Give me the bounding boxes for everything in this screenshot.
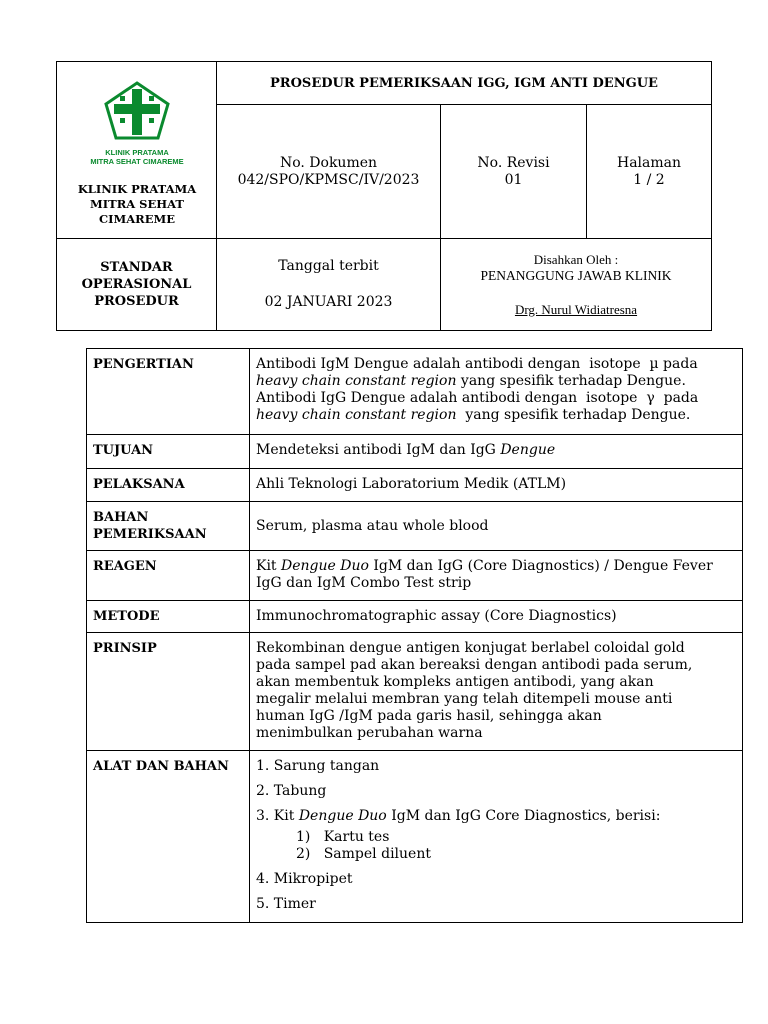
- issue-date: 02 JANUARI 2023: [264, 294, 393, 310]
- table-row: [87, 601, 743, 633]
- row-label-pengertian: PENGERTIAN: [87, 349, 250, 435]
- row-value-pelaksana: Ahli Teknologi Laboratorium Medik (ATLM): [250, 469, 743, 502]
- table-row: [87, 349, 743, 435]
- issue-date-cell: [217, 239, 440, 330]
- sop-title-cell: STANDAR OPERASIONAL PROSEDUR: [81, 260, 192, 309]
- page-label: Halaman: [616, 154, 682, 171]
- row-value-reagen: Kit Dengue Duo IgM dan IgG (Core Diagnostics) / Dengue Fever IgG dan IgM Combo Test strip: [250, 551, 743, 601]
- table-row: [87, 435, 743, 469]
- list-item: 3. Kit Dengue Duo IgM dan IgG Core Diagnostics, berisi:: [256, 808, 661, 824]
- table-row: [87, 633, 743, 751]
- list-item: 4. Mikropipet: [256, 871, 353, 887]
- row-label-reagen: REAGEN: [87, 551, 250, 601]
- approver-name: Drg. Nurul Widiatresna: [514, 301, 638, 317]
- row-value-alat: [250, 751, 743, 923]
- approval-label: Disahkan Oleh :: [533, 251, 619, 267]
- document-header: [56, 61, 712, 331]
- equipment-list-continued: [256, 871, 736, 913]
- table-row: [87, 551, 743, 601]
- list-item: 1. Sarung tangan: [256, 758, 380, 774]
- table-row: [87, 469, 743, 502]
- table-row: [87, 751, 743, 923]
- revision-number: 01: [504, 171, 523, 188]
- row-label-alat: ALAT DAN BAHAN: [87, 751, 250, 923]
- row-label-tujuan: TUJUAN: [87, 435, 250, 469]
- revision-cell: [441, 105, 586, 238]
- kit-contents-list: [256, 829, 736, 863]
- row-value-tujuan: Mendeteksi antibodi IgM dan IgG Dengue: [250, 435, 743, 469]
- clinic-logo-cell: [57, 62, 217, 239]
- equipment-list: [256, 758, 736, 825]
- revision-label: No. Revisi: [477, 154, 550, 171]
- document-title: PROSEDUR PEMERIKSAAN IGG, IGM ANTI DENGUE: [270, 75, 658, 91]
- row-label-metode: METODE: [87, 601, 250, 633]
- list-item: 2. Tabung: [256, 783, 327, 799]
- row-value-bahan: Serum, plasma atau whole blood: [250, 502, 743, 551]
- issue-date-label: Tanggal terbit: [278, 258, 379, 274]
- document-number: 042/SPO/KPMSC/IV/2023: [237, 171, 420, 188]
- row-label-bahan: BAHAN PEMERIKSAAN: [87, 502, 250, 551]
- procedure-table: [86, 348, 743, 923]
- row-label-pelaksana: PELAKSANA: [87, 469, 250, 502]
- document-number-label: No. Dokumen: [279, 154, 378, 171]
- logo-text-line1: KLINIK PRATAMA: [105, 148, 169, 157]
- row-label-prinsip: PRINSIP: [87, 633, 250, 751]
- row-value-metode: Immunochromatographic assay (Core Diagnostics): [250, 601, 743, 633]
- green-cross-pentagon-icon: [57, 78, 217, 148]
- list-item: 5. Timer: [256, 896, 316, 912]
- clinic-name: KLINIK PRATAMA MITRA SEHAT CIMAREME: [77, 182, 197, 226]
- page-cell: [587, 105, 711, 238]
- row-value-pengertian: Antibodi IgM Dengue adalah antibodi dengan isotope µ pada heavy chain constant region yang spesifik terhadap Dengue. Antibodi IgG Dengue adalah antibodi dengan isotope γ pada heavy chain constant region yang spesifik terhadap Dengue.: [250, 349, 743, 435]
- approval-cell: [441, 239, 711, 330]
- table-row: [87, 502, 743, 551]
- logo-text-line2: MITRA SEHAT CIMAREME: [90, 157, 184, 166]
- approval-role: PENANGGUNG JAWAB KLINIK: [480, 267, 672, 283]
- document-number-cell: [217, 105, 440, 238]
- list-item: 2) Sampel diluent: [296, 846, 431, 862]
- page-number: 1 / 2: [633, 171, 665, 188]
- row-value-prinsip: Rekombinan dengue antigen konjugat berlabel coloidal gold pada sampel pad akan bereaksi dengan antibodi pada serum, akan membentuk kompleks antigen antibodi, yang akan megalir melalui membran yang telah ditempeli mouse anti human IgG /IgM pada garis hasil, sehingga akan menimbulkan perubahan warna: [250, 633, 743, 751]
- list-item: 1) Kartu tes: [296, 829, 390, 845]
